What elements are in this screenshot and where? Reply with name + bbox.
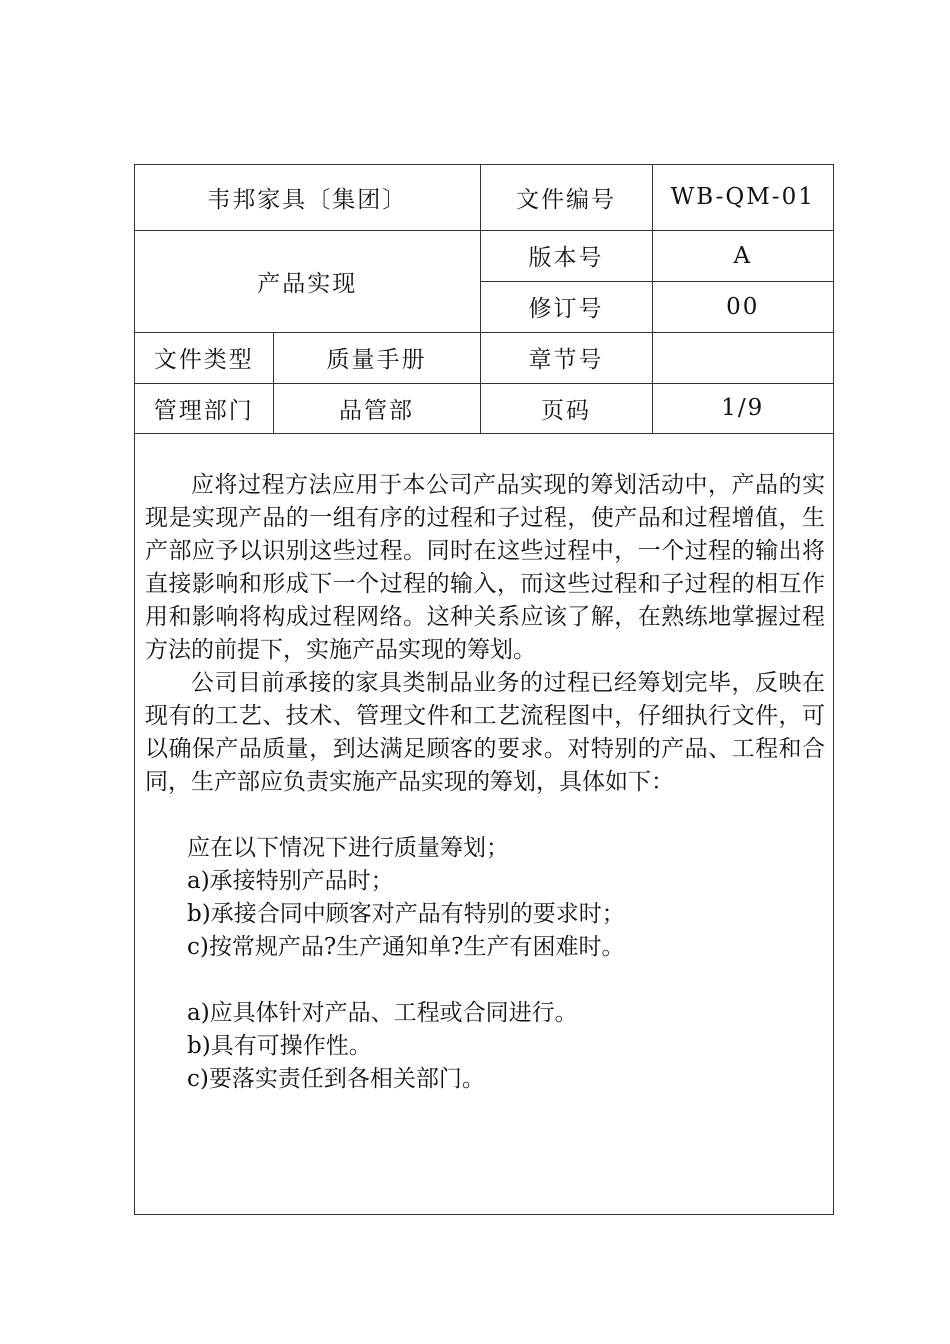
chapter-label: 章节号	[480, 332, 652, 383]
dept-value: 品管部	[273, 383, 480, 433]
paragraph-current-business: 公司目前承接的家具类制品业务的过程已经筹划完毕，反映在现有的工艺、技术、管理文件和工艺流程图中，仔细执行文件，可以确保产品质量，到达满足顾客的要求。对特别的产品、工程和合同，生产部应负责实施产品实现的筹划，具体如下：	[145, 670, 825, 795]
document-header-table	[135, 165, 833, 434]
list-item: c)按常规产品?生产通知单?生产有困难时。	[187, 934, 625, 960]
document-frame	[134, 164, 834, 1215]
list-item: c)要落实责任到各相关部门。	[187, 1066, 485, 1092]
spacer	[145, 799, 825, 832]
list-intro-quality-planning: 应在以下情况下进行质量筹划；	[187, 835, 509, 861]
doc-number-label: 文件编号	[480, 165, 652, 230]
list-item: a)承接特别产品时；	[187, 868, 394, 894]
document-title: 产品实现	[135, 230, 480, 332]
page-label: 页码	[480, 383, 652, 433]
version-value: A	[652, 230, 833, 281]
page-value: 1/9	[652, 383, 833, 433]
list-item: b)具有可操作性。	[187, 1033, 372, 1059]
company-name: 韦邦家具〔集团〕	[135, 165, 480, 230]
list-item: a)应具体针对产品、工程或合同进行。	[187, 1000, 578, 1026]
doc-type-value: 质量手册	[273, 332, 480, 383]
revision-label: 修订号	[480, 281, 652, 332]
revision-value: 00	[652, 281, 833, 332]
doc-number-value: WB-QM-01	[652, 165, 833, 230]
dept-label: 管理部门	[135, 383, 273, 433]
paragraph-process-approach: 应将过程方法应用于本公司产品实现的筹划活动中，产品的实现是实现产品的一组有序的过程和子过程，使产品和过程增值，生产部应予以识别这些过程。同时在这些过程中，一个过程的输出将直接影响和形成下一个过程的输入，而这些过程和子过程的相互作用和影响将构成过程网络。这种关系应该了解，在熟练地掌握过程方法的前提下，实施产品实现的筹划。	[145, 472, 825, 663]
chapter-value	[652, 332, 833, 383]
document-body	[145, 469, 825, 1096]
doc-type-label: 文件类型	[135, 332, 273, 383]
spacer	[145, 964, 825, 997]
version-label: 版本号	[480, 230, 652, 281]
list-item: b)承接合同中顾客对产品有特别的要求时；	[187, 901, 625, 927]
